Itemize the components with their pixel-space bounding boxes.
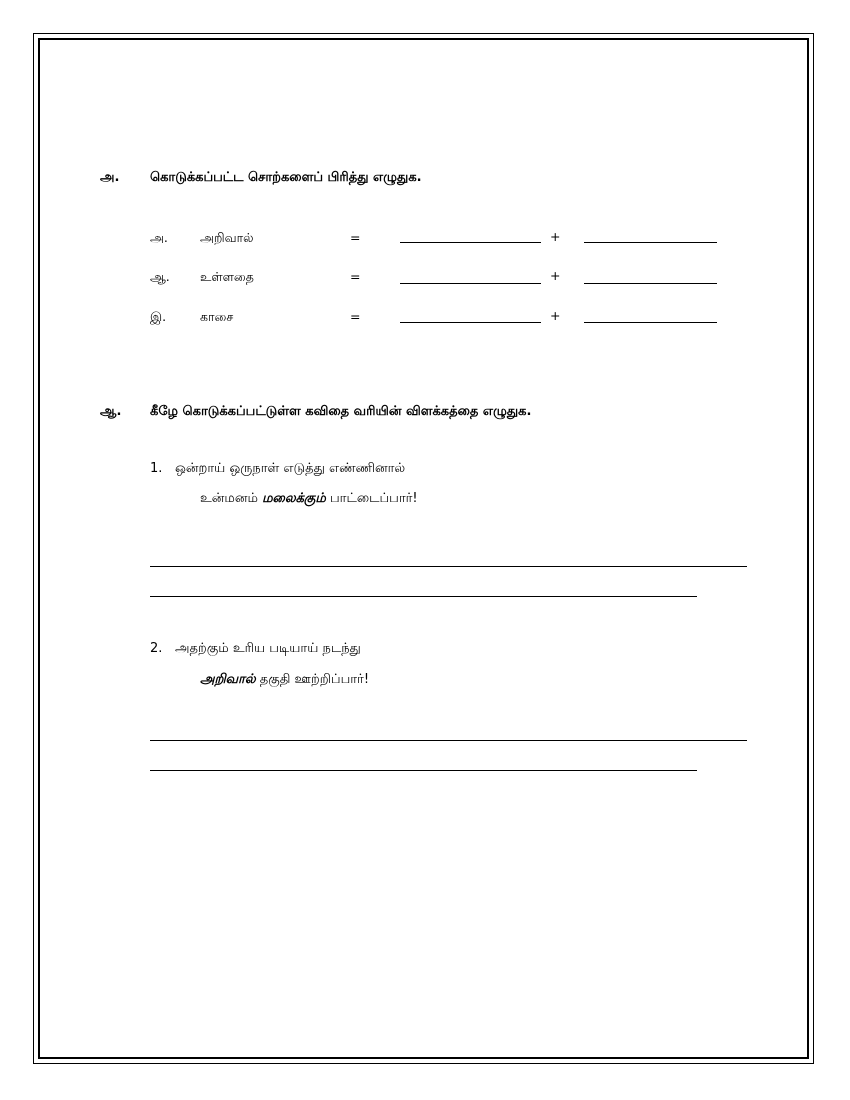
plus-sign: + <box>550 268 561 283</box>
poem-line-2 <box>200 672 369 688</box>
plus-sign: + <box>550 308 561 323</box>
poem-emphasis-word: அறிவால் <box>200 672 256 687</box>
poem-line-2 <box>200 491 418 507</box>
item-marker: ஆ. <box>150 269 170 284</box>
answer-writing-line[interactable] <box>150 596 697 597</box>
answer-blank-first[interactable] <box>400 242 541 243</box>
poem-line-2-before: உன்மனம் <box>200 491 263 506</box>
equals-sign: = <box>350 230 361 245</box>
poem-line-1: ஒன்றாய் ஒருநாள் எடுத்து எண்ணினால் <box>175 461 406 476</box>
plus-sign: + <box>550 229 561 244</box>
equals-sign: = <box>350 269 361 284</box>
poem-line-2-after: பாட்டைப்பார்! <box>325 491 418 506</box>
question-number: 1. <box>150 461 163 476</box>
equals-sign: = <box>350 309 361 324</box>
item-word: காசை <box>200 309 234 324</box>
answer-writing-line[interactable] <box>150 740 747 741</box>
answer-writing-line[interactable] <box>150 566 747 567</box>
item-marker: அ. <box>150 230 168 245</box>
section-b-marker: ஆ. <box>100 404 122 419</box>
answer-blank-first[interactable] <box>400 283 541 284</box>
answer-blank-second[interactable] <box>584 322 717 323</box>
section-a-instruction: கொடுக்கப்பட்ட சொற்களைப் பிரித்து எழுதுக. <box>150 170 422 185</box>
section-b-instruction: கீழே கொடுக்கப்பட்டுள்ள கவிதை வரியின் விளக்கத்தை எழுதுக. <box>150 404 532 419</box>
answer-writing-line[interactable] <box>150 770 697 771</box>
answer-blank-second[interactable] <box>584 283 717 284</box>
poem-line-1: அதற்கும் உரிய படியாய் நடந்து <box>175 641 361 656</box>
poem-emphasis-word: மலைக்கும் <box>262 491 326 506</box>
poem-line-2-after: தகுதி ஊற்றிப்பார்! <box>255 672 370 687</box>
question-number: 2. <box>150 641 163 656</box>
item-word: உள்ளதை <box>200 269 254 284</box>
item-marker: இ. <box>150 309 167 324</box>
section-a-marker: அ. <box>100 170 120 185</box>
item-word: அறிவால் <box>200 230 254 245</box>
answer-blank-first[interactable] <box>400 322 541 323</box>
answer-blank-second[interactable] <box>584 242 717 243</box>
page-border-inner <box>38 38 809 1059</box>
